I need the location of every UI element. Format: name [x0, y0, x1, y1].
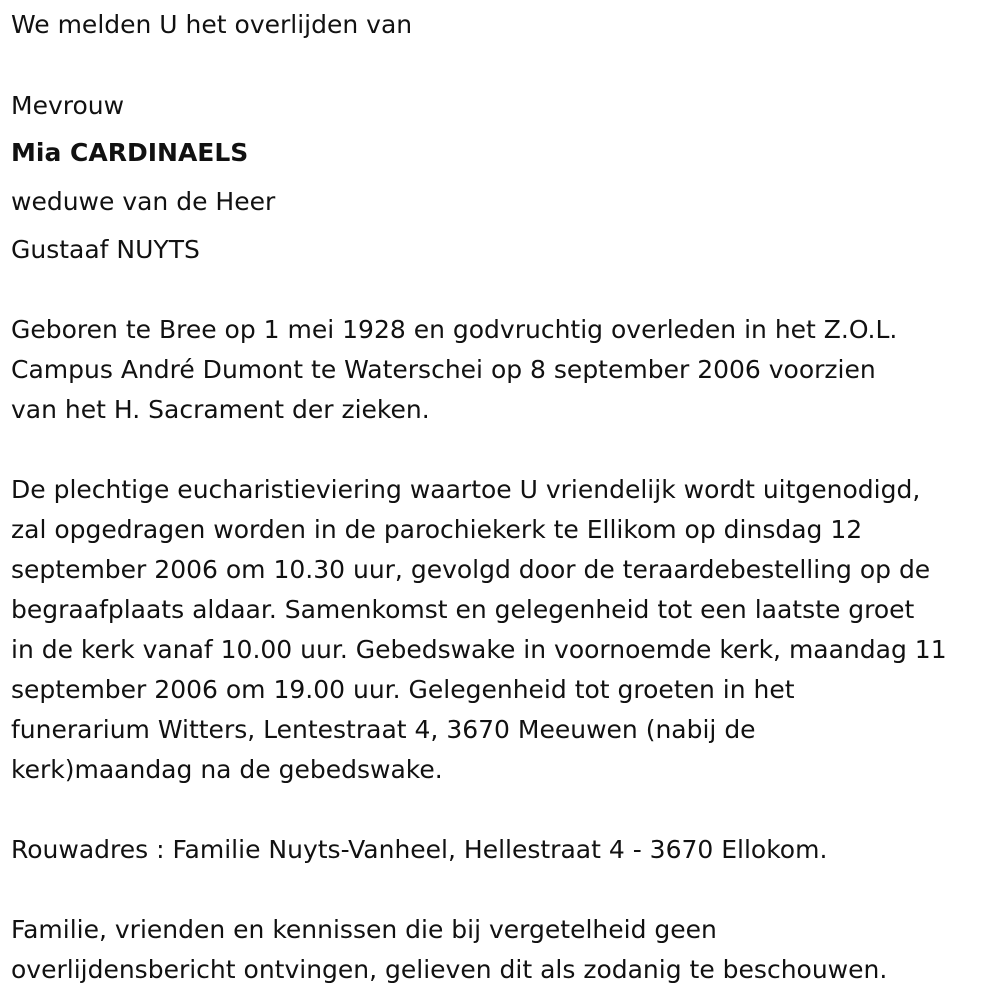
mourning-address: Rouwadres : Familie Nuyts-Vanheel, Hellestraat 4 - 3670 Ellokom. — [11, 835, 828, 864]
closing-paragraph: Familie, vrienden en kennissen die bij vergetelheid geen overlijdensbericht ontvingen, gelieven dit als zodanig te beschouwen. — [11, 915, 888, 984]
ceremony-paragraph: De plechtige eucharistieviering waartoe U vriendelijk wordt uitgenodigd, zal opgedragen worden in de parochiekerk te Ellikom op dinsdag 12 september 2006 om 10.30 uur, gevolgd door de teraardebestelling op de begraafplaats aldaar. Samenkomst en gelegenheid tot een laatste groet in de kerk vanaf 10.00 uur. Gebedswake in voornoemde kerk, maandag 11 september 2006 om 19.00 uur. Gelegenheid tot groeten in het funerarium Witters, Lentestraat 4, 3670 Meeuwen (nabij de kerk)maandag na de gebedswake. — [11, 475, 947, 784]
deceased-name: Mia CARDINAELS — [11, 138, 249, 167]
spouse-name: Gustaaf NUYTS — [11, 235, 200, 264]
widow-of-text: weduwe van de Heer — [11, 187, 276, 216]
birth-death-paragraph: Geboren te Bree op 1 mei 1928 en godvruchtig overleden in het Z.O.L. Campus André Dumont te Waterschei op 8 september 2006 voorzien van het H. Sacrament der zieken. — [11, 315, 898, 424]
salutation: Mevrouw — [11, 91, 125, 120]
intro-text: We melden U het overlijden van — [11, 10, 413, 39]
